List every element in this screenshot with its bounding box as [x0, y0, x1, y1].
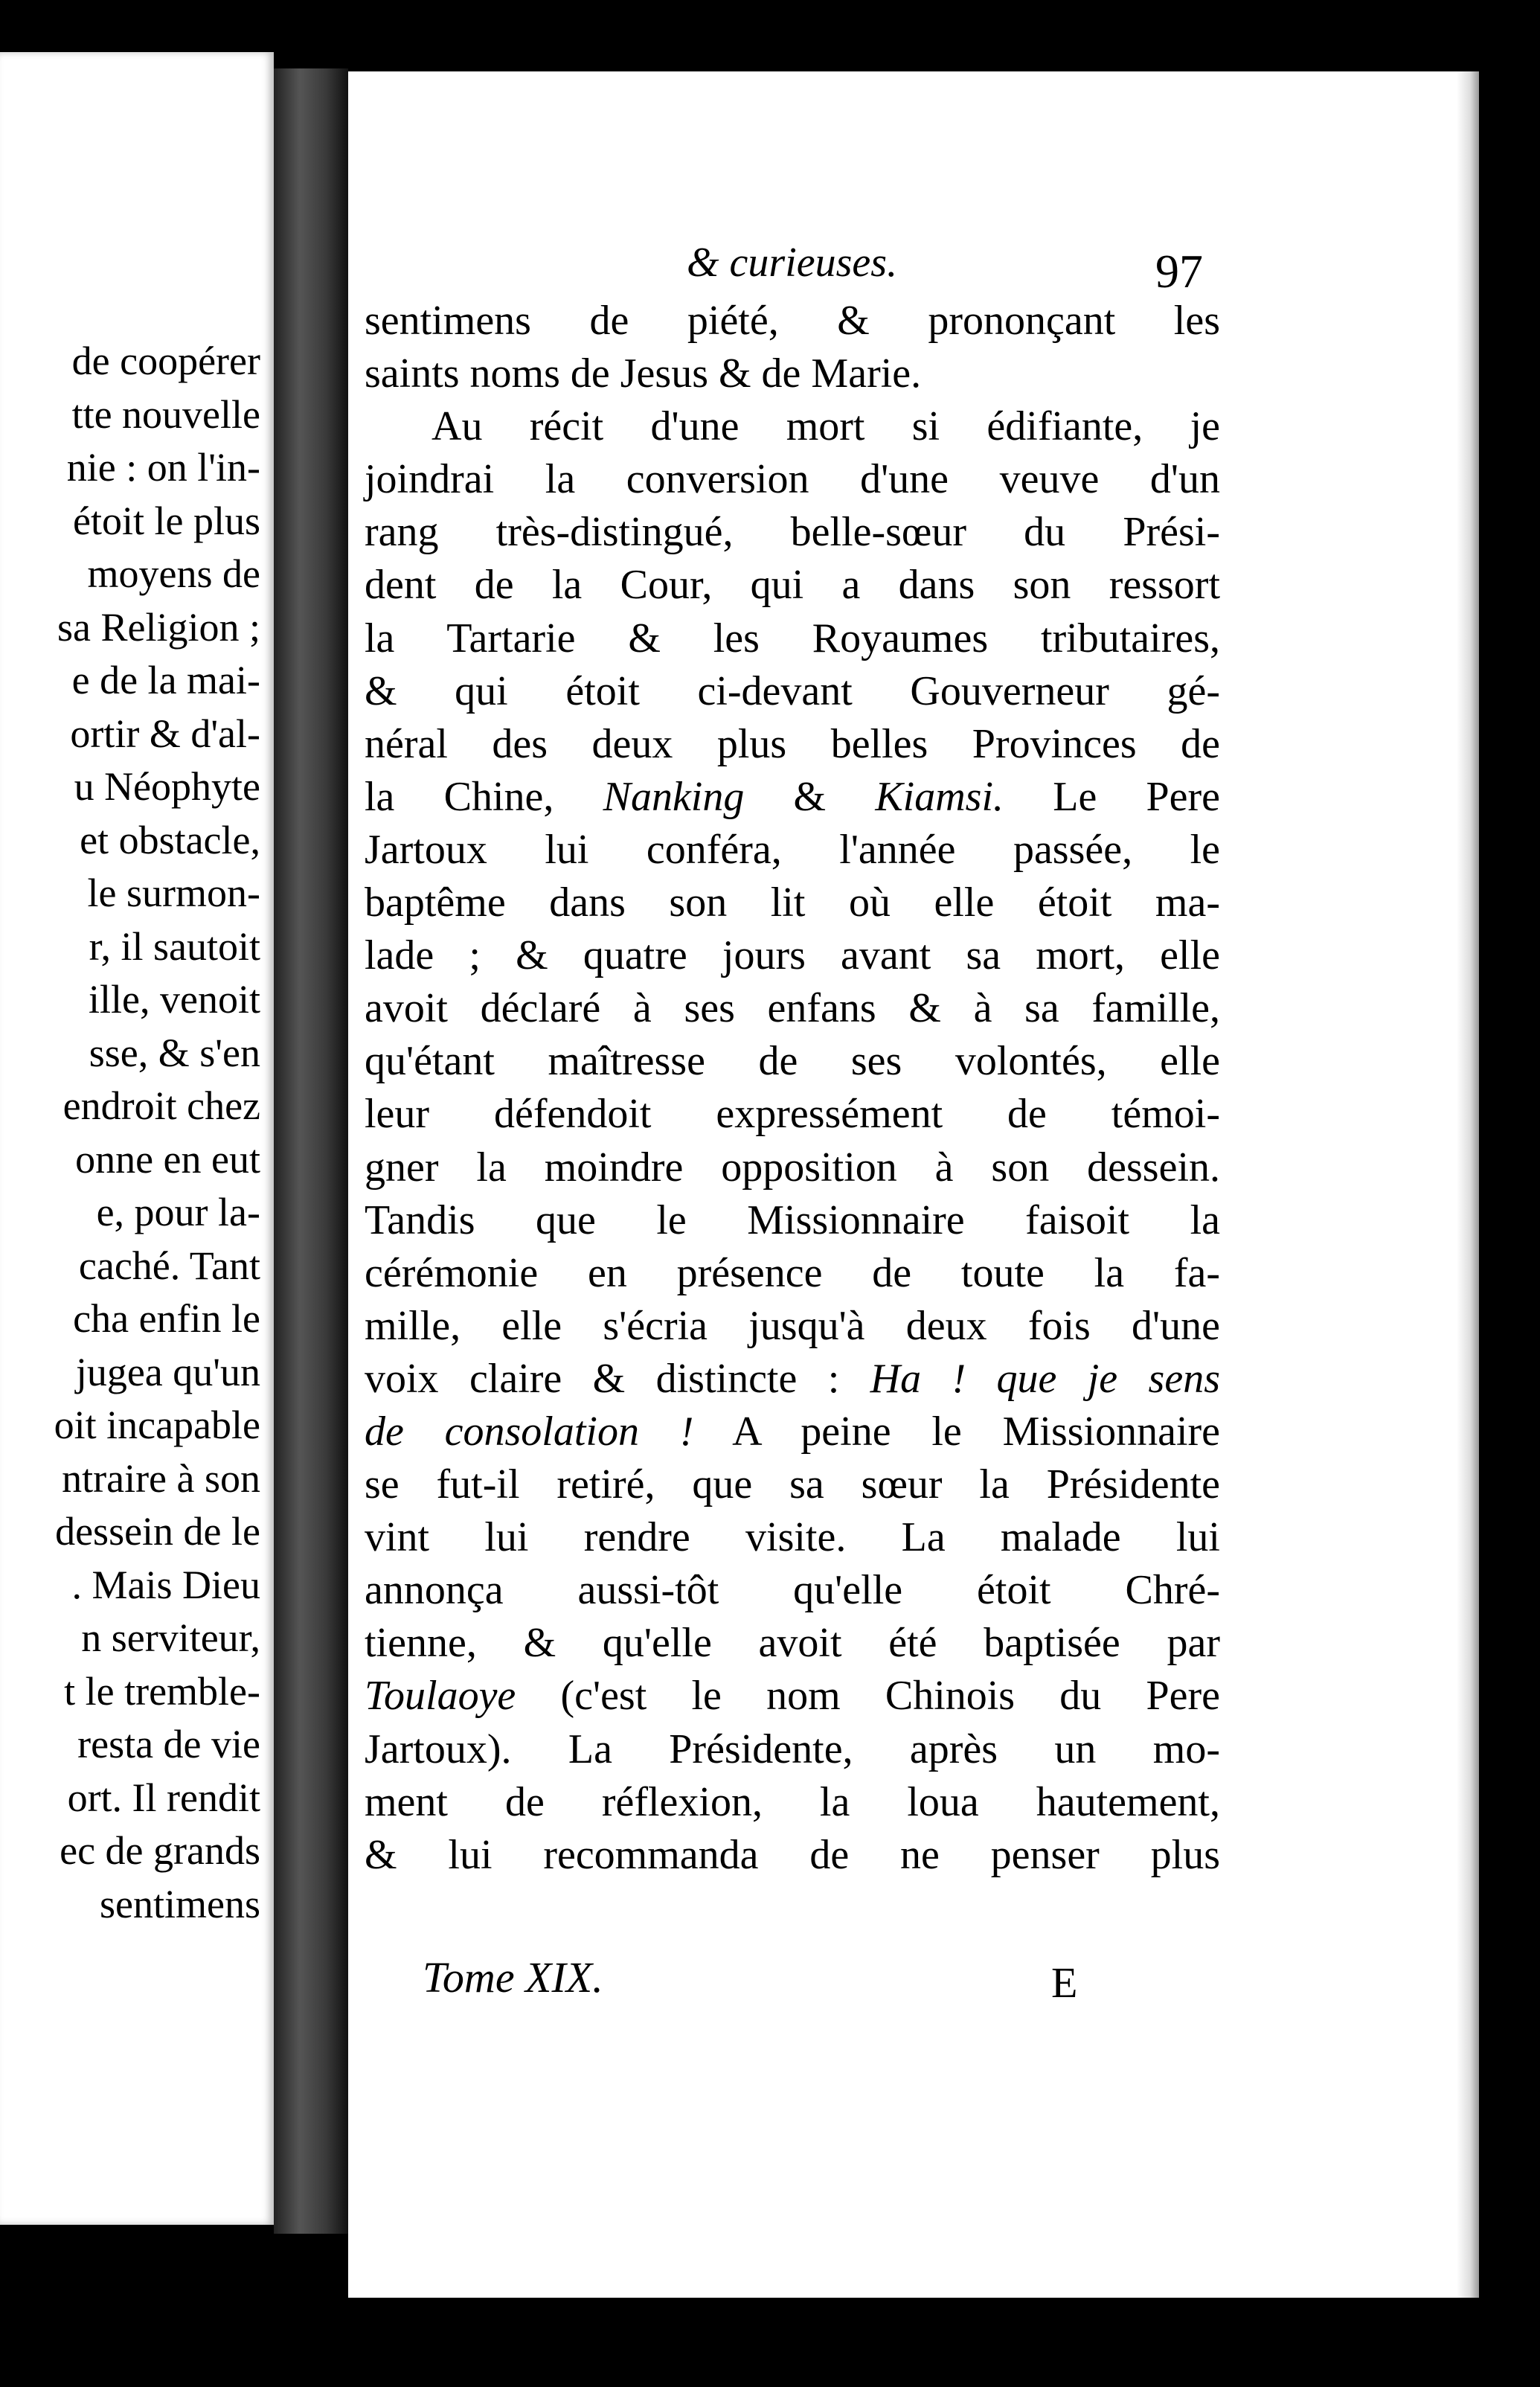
text-line: ec de grands: [60, 1828, 260, 1873]
text-line: endroit chez: [62, 1083, 260, 1128]
text-line: mille, elle s'écria jusqu'à deux fois d'une: [365, 1302, 1220, 1349]
text-line: Jartoux). La Présidente, après un mo-: [365, 1726, 1220, 1772]
text-line: le surmon-: [87, 871, 260, 915]
text-line: de coopérer: [71, 339, 260, 383]
text-line: tte nouvelle: [71, 391, 260, 437]
text-line: de consolation ! A peine le Missionnaire: [365, 1408, 1221, 1455]
text-line: qu'étant maîtresse de ses volontés, elle: [365, 1038, 1220, 1085]
text-line: et obstacle,: [80, 817, 260, 862]
text-line: la Chine, Nanking & Kiamsi. Le Pere: [365, 773, 1220, 820]
text-line: ort. Il rendit: [67, 1775, 260, 1820]
text-line: annonça aussi-tôt qu'elle étoit Chré-: [365, 1567, 1220, 1614]
text-line: cérémonie en présence de toute la fa-: [365, 1249, 1220, 1296]
text-line: dessein de le: [55, 1509, 260, 1554]
text-line: r, il sautoit: [89, 923, 260, 969]
text-line: ment de réflexion, la loua hautement,: [365, 1778, 1220, 1825]
text-line: ortir & d'al-: [70, 711, 260, 756]
text-line: oit incapable: [54, 1403, 260, 1447]
text-line: la Tartarie & les Royaumes tributaires,: [365, 615, 1220, 661]
book-gutter: [274, 68, 348, 2234]
text-line: lade ; & quatre jours avant sa mort, elle: [365, 932, 1220, 979]
text-line: nie : on l'in-: [66, 445, 260, 490]
text-line: . Mais Dieu: [71, 1562, 260, 1607]
text-line: Tandis que le Missionnaire faisoit la: [365, 1196, 1220, 1243]
catchword: E: [1051, 1958, 1078, 2007]
text-line: étoit le plus: [73, 498, 260, 543]
text-line: rang très-distingué, belle-sœur du Prési-: [365, 509, 1220, 556]
page-edge: [1457, 71, 1479, 2298]
text-line: baptême dans son lit où elle étoit ma-: [365, 879, 1220, 926]
left-page: [0, 52, 274, 2225]
text-line: sa Religion ;: [57, 604, 260, 650]
signature-mark: Tome XIX.: [423, 1953, 603, 2002]
text-line: voix claire & distincte : Ha ! que je sens: [365, 1355, 1220, 1402]
text-line: t le tremble-: [64, 1668, 260, 1714]
text-line: sentimens: [100, 1881, 260, 1926]
text-line: Au récit d'une mort si édifiante, je: [431, 403, 1220, 450]
text-line: cha enfin le: [73, 1296, 260, 1341]
right-page: [348, 71, 1479, 2298]
text-line: caché. Tant: [78, 1243, 260, 1288]
text-line: vint lui rendre visite. La malade lui: [365, 1514, 1220, 1561]
text-line: & qui étoit ci-devant Gouverneur gé-: [365, 667, 1220, 714]
text-line: saints noms de Jesus & de Marie.: [365, 350, 922, 397]
text-line: Toulaoye (c'est le nom Chinois du Pere: [365, 1673, 1220, 1720]
text-line: néral des deux plus belles Provinces de: [365, 720, 1220, 767]
text-line: se fut-il retiré, que sa sœur la Présidente: [365, 1461, 1220, 1508]
running-head: & curieuses.: [687, 240, 898, 286]
text-line: gner la moindre opposition à son dessein.: [365, 1144, 1220, 1191]
text-line: moyens de: [87, 551, 260, 596]
text-line: e, pour la-: [96, 1190, 260, 1234]
text-line: ntraire à son: [62, 1455, 260, 1501]
text-line: u Néophyte: [74, 764, 260, 809]
text-line: & lui recommanda de ne penser plus: [365, 1831, 1220, 1878]
left-page-text: [0, 335, 260, 1931]
text-line: resta de vie: [77, 1722, 260, 1766]
right-page-text: [365, 295, 1220, 1882]
text-line: avoit déclaré à ses enfans & à sa famille,: [365, 985, 1220, 1032]
text-line: jugea qu'un: [75, 1349, 260, 1394]
text-line: sentimens de piété, & prononçant les: [365, 298, 1220, 344]
text-line: e de la mai-: [71, 658, 260, 702]
page-number: 97: [1155, 245, 1203, 298]
text-line: leur défendoit expressément de témoi-: [365, 1091, 1220, 1138]
text-line: joindrai la conversion d'une veuve d'un: [365, 456, 1220, 503]
text-line: dent de la Cour, qui a dans son ressort: [365, 562, 1220, 609]
text-line: sse, & s'en: [89, 1030, 260, 1075]
text-line: Jartoux lui conféra, l'année passée, le: [365, 826, 1220, 873]
text-line: onne en eut: [75, 1136, 260, 1182]
text-line: n serviteur,: [81, 1615, 260, 1660]
text-line: ille, venoit: [89, 977, 260, 1022]
text-line: tienne, & qu'elle avoit été baptisée par: [365, 1620, 1220, 1667]
